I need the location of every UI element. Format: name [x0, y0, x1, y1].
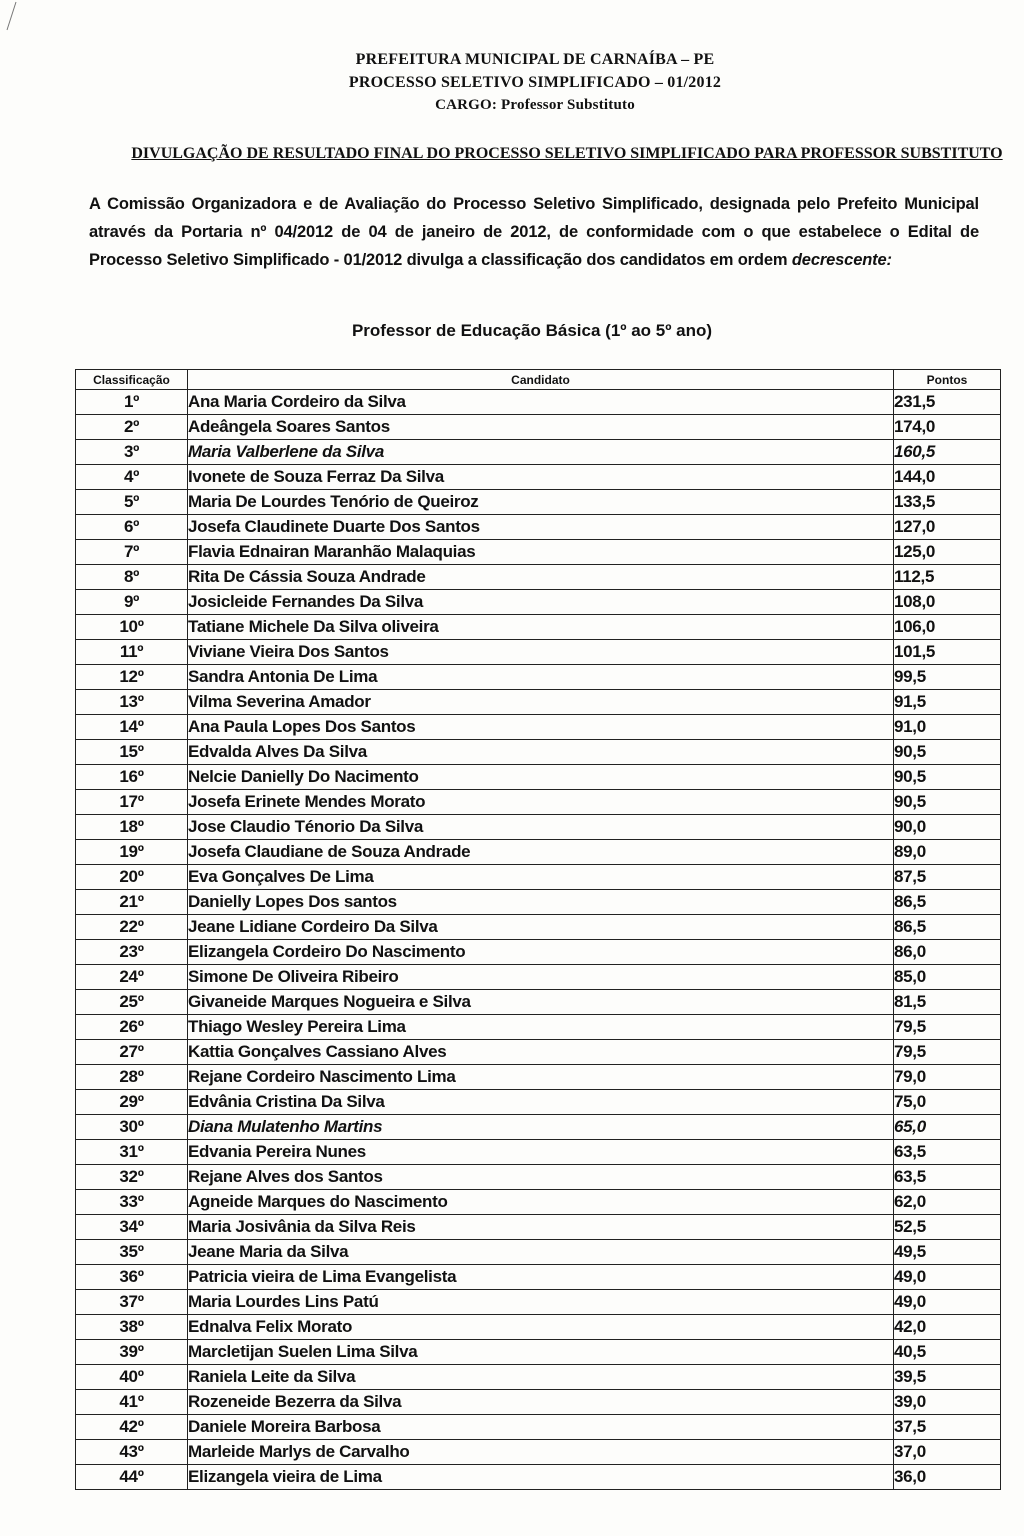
candidate-name-cell: Diana Mulatenho Martins — [188, 1115, 894, 1140]
table-row — [76, 1190, 1001, 1215]
table-row — [76, 390, 1001, 415]
intro-paragraph — [89, 190, 979, 274]
candidate-name-cell: Maria Lourdes Lins Patú — [188, 1290, 894, 1315]
points-cell: 231,5 — [894, 390, 1001, 415]
candidate-name-cell: Kattia Gonçalves Cassiano Alves — [188, 1040, 894, 1065]
candidate-name-cell: Ivonete de Souza Ferraz Da Silva — [188, 465, 894, 490]
rank-cell: 37º — [76, 1290, 188, 1315]
table-row — [76, 990, 1001, 1015]
table-row — [76, 1415, 1001, 1440]
candidate-name-cell: Rita De Cássia Souza Andrade — [188, 565, 894, 590]
table-row — [76, 1165, 1001, 1190]
table-row — [76, 640, 1001, 665]
points-cell: 40,5 — [894, 1340, 1001, 1365]
candidate-name-cell: Jose Claudio Ténorio Da Silva — [188, 815, 894, 840]
candidate-name-cell: Jeane Maria da Silva — [188, 1240, 894, 1265]
table-row — [76, 965, 1001, 990]
rank-cell: 9º — [76, 590, 188, 615]
rank-cell: 6º — [76, 515, 188, 540]
points-cell: 91,0 — [894, 715, 1001, 740]
intro-emphasis: decrescente: — [791, 251, 892, 269]
candidate-name-cell: Jeane Lidiane Cordeiro Da Silva — [188, 915, 894, 940]
rank-cell: 33º — [76, 1190, 188, 1215]
candidate-name-cell: Maria De Lourdes Tenório de Queiroz — [188, 490, 894, 515]
points-cell: 133,5 — [894, 490, 1001, 515]
candidate-name-cell: Edvânia Cristina Da Silva — [188, 1090, 894, 1115]
rank-cell: 31º — [76, 1140, 188, 1165]
rank-cell: 1º — [76, 390, 188, 415]
points-cell: 75,0 — [894, 1090, 1001, 1115]
rank-cell: 32º — [76, 1165, 188, 1190]
candidate-name-cell: Thiago Wesley Pereira Lima — [188, 1015, 894, 1040]
rank-cell: 10º — [76, 615, 188, 640]
candidate-name-cell: Adeângela Soares Santos — [188, 415, 894, 440]
candidate-name-cell: Flavia Ednairan Maranhão Malaquias — [188, 540, 894, 565]
candidate-name-cell: Patricia vieira de Lima Evangelista — [188, 1265, 894, 1290]
table-subtitle: Professor de Educação Básica (1º ao 5º ano) — [351, 321, 713, 340]
column-header-points: Pontos — [894, 370, 1001, 390]
rank-cell: 15º — [76, 740, 188, 765]
table-row — [76, 1315, 1001, 1340]
points-cell: 91,5 — [894, 690, 1001, 715]
rank-cell: 29º — [76, 1090, 188, 1115]
candidate-name-cell: Rejane Cordeiro Nascimento Lima — [188, 1065, 894, 1090]
document-header — [0, 48, 1024, 117]
candidate-name-cell: Rejane Alves dos Santos — [188, 1165, 894, 1190]
table-row — [76, 415, 1001, 440]
table-row — [76, 465, 1001, 490]
header-position: CARGO: Professor Substituto — [435, 97, 635, 113]
table-row — [76, 840, 1001, 865]
rank-cell: 36º — [76, 1265, 188, 1290]
points-cell: 86,5 — [894, 915, 1001, 940]
table-row — [76, 490, 1001, 515]
points-cell: 108,0 — [894, 590, 1001, 615]
points-cell: 52,5 — [894, 1215, 1001, 1240]
candidate-name-cell: Agneide Marques do Nascimento — [188, 1190, 894, 1215]
rank-cell: 7º — [76, 540, 188, 565]
column-header-candidate: Candidato — [188, 370, 894, 390]
candidate-name-cell: Tatiane Michele Da Silva oliveira — [188, 615, 894, 640]
points-cell: 90,0 — [894, 815, 1001, 840]
rank-cell: 3º — [76, 440, 188, 465]
table-row — [76, 865, 1001, 890]
table-row — [76, 615, 1001, 640]
points-cell: 106,0 — [894, 615, 1001, 640]
rank-cell: 23º — [76, 940, 188, 965]
pen-stroke-mark — [4, 0, 18, 40]
points-cell: 63,5 — [894, 1140, 1001, 1165]
table-row — [76, 590, 1001, 615]
table-row — [76, 440, 1001, 465]
rank-cell: 11º — [76, 640, 188, 665]
table-row — [76, 1215, 1001, 1240]
points-cell: 81,5 — [894, 990, 1001, 1015]
table-row — [76, 1115, 1001, 1140]
rank-cell: 24º — [76, 965, 188, 990]
table-row — [76, 540, 1001, 565]
table-row — [76, 915, 1001, 940]
rank-cell: 14º — [76, 715, 188, 740]
rank-cell: 34º — [76, 1215, 188, 1240]
table-row — [76, 1465, 1001, 1490]
points-cell: 99,5 — [894, 665, 1001, 690]
candidate-name-cell: Elizangela Cordeiro Do Nascimento — [188, 940, 894, 965]
rank-cell: 42º — [76, 1415, 188, 1440]
table-row — [76, 1065, 1001, 1090]
candidate-name-cell: Ana Maria Cordeiro da Silva — [188, 390, 894, 415]
points-cell: 90,5 — [894, 740, 1001, 765]
points-cell: 65,0 — [894, 1115, 1001, 1140]
table-row — [76, 1265, 1001, 1290]
candidate-name-cell: Edvania Pereira Nunes — [188, 1140, 894, 1165]
table-row — [76, 565, 1001, 590]
candidate-name-cell: Edvalda Alves Da Silva — [188, 740, 894, 765]
candidate-name-cell: Danielly Lopes Dos santos — [188, 890, 894, 915]
points-cell: 62,0 — [894, 1190, 1001, 1215]
header-process: PROCESSO SELETIVO SIMPLIFICADO – 01/2012 — [348, 74, 722, 91]
candidate-name-cell: Elizangela vieira de Lima — [188, 1465, 894, 1490]
rank-cell: 16º — [76, 765, 188, 790]
rank-cell: 17º — [76, 790, 188, 815]
candidate-name-cell: Josefa Erinete Mendes Morato — [188, 790, 894, 815]
points-cell: 89,0 — [894, 840, 1001, 865]
candidate-name-cell: Givaneide Marques Nogueira e Silva — [188, 990, 894, 1015]
points-cell: 39,5 — [894, 1365, 1001, 1390]
table-row — [76, 715, 1001, 740]
candidate-name-cell: Maria Valberlene da Silva — [188, 440, 894, 465]
rank-cell: 22º — [76, 915, 188, 940]
rank-cell: 18º — [76, 815, 188, 840]
candidate-name-cell: Eva Gonçalves De Lima — [188, 865, 894, 890]
table-row — [76, 1340, 1001, 1365]
candidate-name-cell: Maria Josivânia da Silva Reis — [188, 1215, 894, 1240]
table-row — [76, 1140, 1001, 1165]
points-cell: 174,0 — [894, 415, 1001, 440]
points-cell: 79,5 — [894, 1015, 1001, 1040]
points-cell: 79,5 — [894, 1040, 1001, 1065]
rank-cell: 8º — [76, 565, 188, 590]
candidate-name-cell: Simone De Oliveira Ribeiro — [188, 965, 894, 990]
points-cell: 112,5 — [894, 565, 1001, 590]
table-header-row — [76, 370, 1001, 390]
rank-cell: 40º — [76, 1365, 188, 1390]
points-cell: 127,0 — [894, 515, 1001, 540]
rank-cell: 20º — [76, 865, 188, 890]
table-row — [76, 1015, 1001, 1040]
rank-cell: 43º — [76, 1440, 188, 1465]
table-row — [76, 940, 1001, 965]
candidate-name-cell: Viviane Vieira Dos Santos — [188, 640, 894, 665]
points-cell: 36,0 — [894, 1465, 1001, 1490]
document-title: DIVULGAÇÃO DE RESULTADO FINAL DO PROCESSO SELETIVO SIMPLIFICADO PARA PROFESSOR SUBSTITUTO — [131, 145, 1003, 162]
rank-cell: 12º — [76, 665, 188, 690]
points-cell: 79,0 — [894, 1065, 1001, 1090]
rank-cell: 19º — [76, 840, 188, 865]
table-row — [76, 1365, 1001, 1390]
column-header-rank: Classificação — [76, 370, 188, 390]
points-cell: 86,0 — [894, 940, 1001, 965]
points-cell: 90,5 — [894, 790, 1001, 815]
table-row — [76, 765, 1001, 790]
table-row — [76, 740, 1001, 765]
points-cell: 49,0 — [894, 1290, 1001, 1315]
rank-cell: 13º — [76, 690, 188, 715]
table-row — [76, 1290, 1001, 1315]
table-row — [76, 790, 1001, 815]
points-cell: 160,5 — [894, 440, 1001, 465]
points-cell: 49,0 — [894, 1265, 1001, 1290]
rank-cell: 4º — [76, 465, 188, 490]
results-table — [75, 369, 1001, 1490]
candidate-name-cell: Marcletijan Suelen Lima Silva — [188, 1340, 894, 1365]
rank-cell: 38º — [76, 1315, 188, 1340]
points-cell: 37,5 — [894, 1415, 1001, 1440]
points-cell: 90,5 — [894, 765, 1001, 790]
table-row — [76, 815, 1001, 840]
table-row — [76, 1040, 1001, 1065]
table-body — [76, 390, 1001, 1490]
candidate-name-cell: Nelcie Danielly Do Nacimento — [188, 765, 894, 790]
candidate-name-cell: Ednalva Felix Morato — [188, 1315, 894, 1340]
intro-text: A Comissão Organizadora e de Avaliação do Processo Seletivo Simplificado, designada pelo Prefeito Municipal através da Portaria nº 04/2012 de 04 de janeiro de 2012, de conformidade com o que estabelece o Edital de Processo Seletivo Simplificado - 01/2012 divulga a classificação dos candidatos em ordem — [89, 195, 979, 269]
candidate-name-cell: Rozeneide Bezerra da Silva — [188, 1390, 894, 1415]
candidate-name-cell: Josefa Claudinete Duarte Dos Santos — [188, 515, 894, 540]
rank-cell: 5º — [76, 490, 188, 515]
rank-cell: 25º — [76, 990, 188, 1015]
rank-cell: 21º — [76, 890, 188, 915]
table-row — [76, 1440, 1001, 1465]
table-row — [76, 665, 1001, 690]
points-cell: 87,5 — [894, 865, 1001, 890]
points-cell: 39,0 — [894, 1390, 1001, 1415]
candidate-name-cell: Josefa Claudiane de Souza Andrade — [188, 840, 894, 865]
table-row — [76, 515, 1001, 540]
rank-cell: 44º — [76, 1465, 188, 1490]
rank-cell: 39º — [76, 1340, 188, 1365]
points-cell: 144,0 — [894, 465, 1001, 490]
points-cell: 37,0 — [894, 1440, 1001, 1465]
points-cell: 101,5 — [894, 640, 1001, 665]
candidate-name-cell: Raniela Leite da Silva — [188, 1365, 894, 1390]
rank-cell: 35º — [76, 1240, 188, 1265]
rank-cell: 41º — [76, 1390, 188, 1415]
points-cell: 63,5 — [894, 1165, 1001, 1190]
table-row — [76, 690, 1001, 715]
rank-cell: 27º — [76, 1040, 188, 1065]
rank-cell: 30º — [76, 1115, 188, 1140]
candidate-name-cell: Ana Paula Lopes Dos Santos — [188, 715, 894, 740]
points-cell: 86,5 — [894, 890, 1001, 915]
table-row — [76, 1390, 1001, 1415]
table-row — [76, 1240, 1001, 1265]
points-cell: 85,0 — [894, 965, 1001, 990]
table-row — [76, 890, 1001, 915]
rank-cell: 28º — [76, 1065, 188, 1090]
table-row — [76, 1090, 1001, 1115]
candidate-name-cell: Daniele Moreira Barbosa — [188, 1415, 894, 1440]
candidate-name-cell: Sandra Antonia De Lima — [188, 665, 894, 690]
rank-cell: 26º — [76, 1015, 188, 1040]
candidate-name-cell: Marleide Marlys de Carvalho — [188, 1440, 894, 1465]
points-cell: 42,0 — [894, 1315, 1001, 1340]
points-cell: 125,0 — [894, 540, 1001, 565]
rank-cell: 2º — [76, 415, 188, 440]
header-municipality: PREFEITURA MUNICIPAL DE CARNAÍBA – PE — [355, 51, 715, 68]
candidate-name-cell: Josicleide Fernandes Da Silva — [188, 590, 894, 615]
candidate-name-cell: Vilma Severina Amador — [188, 690, 894, 715]
points-cell: 49,5 — [894, 1240, 1001, 1265]
